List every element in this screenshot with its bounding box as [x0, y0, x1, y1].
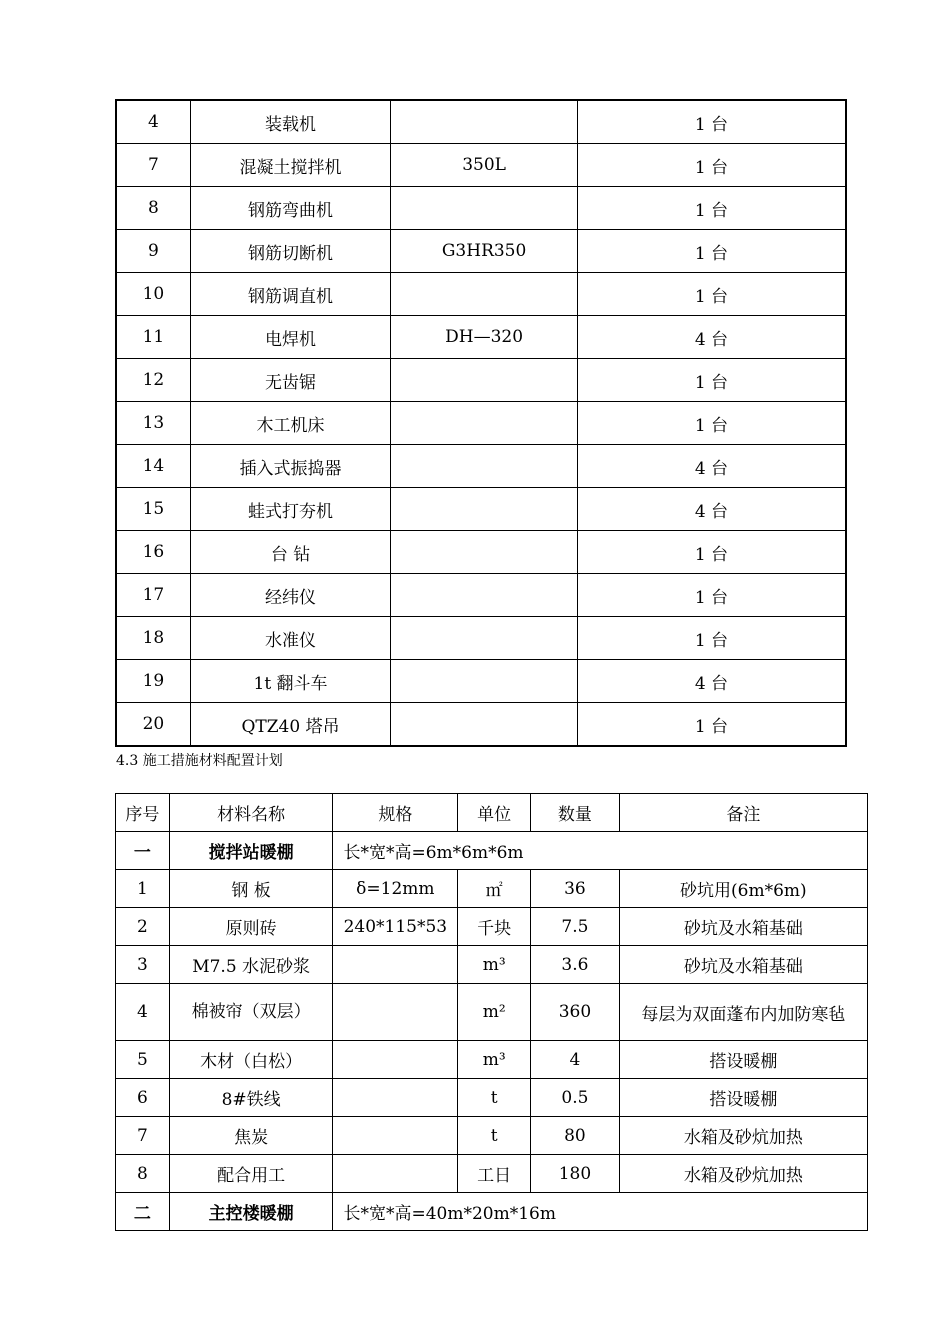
- equipment-name: QTZ40 塔吊: [190, 703, 390, 747]
- material-spec: [333, 946, 458, 984]
- equipment-quantity: 1 台: [577, 187, 846, 230]
- equipment-number: 13: [116, 402, 190, 445]
- material-name: M7.5 水泥砂浆: [169, 946, 333, 984]
- material-quantity: 7.5: [531, 908, 620, 946]
- material-name: 钢 板: [169, 870, 333, 908]
- material-note: 每层为双面蓬布内加防寒毡: [619, 984, 867, 1041]
- equipment-name: 台 钻: [190, 531, 390, 574]
- header-cell-note: 备注: [619, 794, 867, 832]
- equipment-number: 12: [116, 359, 190, 402]
- material-spec: [333, 1079, 458, 1117]
- equipment-number: 18: [116, 617, 190, 660]
- material-row: [116, 1155, 868, 1193]
- material-number: 1: [116, 870, 170, 908]
- equipment-row: [116, 703, 846, 747]
- equipment-row: [116, 316, 846, 359]
- header-cell-no: 序号: [116, 794, 170, 832]
- material-unit: m³: [458, 1041, 531, 1079]
- material-note: 搭设暖棚: [619, 1041, 867, 1079]
- equipment-number: 11: [116, 316, 190, 359]
- equipment-quantity: 1 台: [577, 230, 846, 273]
- material-row: [116, 1117, 868, 1155]
- material-number: 2: [116, 908, 170, 946]
- equipment-number: 10: [116, 273, 190, 316]
- material-number: 8: [116, 1155, 170, 1193]
- material-note: 砂坑及水箱基础: [619, 946, 867, 984]
- material-note: 搭设暖棚: [619, 1079, 867, 1117]
- material-number: 4: [116, 984, 170, 1041]
- equipment-name: 1t 翻斗车: [190, 660, 390, 703]
- material-spec: [333, 1155, 458, 1193]
- material-unit: 千块: [458, 908, 531, 946]
- equipment-quantity: 1 台: [577, 144, 846, 187]
- group-dimensions: 长*宽*高=40m*20m*16m: [333, 1193, 868, 1231]
- equipment-row: [116, 100, 846, 144]
- group-number: 一: [116, 832, 170, 870]
- equipment-row: [116, 574, 846, 617]
- material-row: [116, 908, 868, 946]
- material-row: [116, 870, 868, 908]
- equipment-spec: 350L: [391, 144, 578, 187]
- group-dimensions: 长*宽*高=6m*6m*6m: [333, 832, 868, 870]
- equipment-spec: [391, 100, 578, 144]
- materials-header-row: [116, 794, 868, 832]
- equipment-row: [116, 402, 846, 445]
- materials-table-body: [116, 870, 868, 1193]
- equipment-spec: DH—320: [391, 316, 578, 359]
- equipment-name: 钢筋弯曲机: [190, 187, 390, 230]
- material-number: 3: [116, 946, 170, 984]
- equipment-number: 8: [116, 187, 190, 230]
- material-name: 棉被帘（双层）: [169, 984, 333, 1041]
- group-name: 主控楼暖棚: [169, 1193, 333, 1231]
- material-spec: 240*115*53: [333, 908, 458, 946]
- equipment-table-body: [116, 100, 846, 746]
- equipment-name: 钢筋调直机: [190, 273, 390, 316]
- material-quantity: 36: [531, 870, 620, 908]
- equipment-number: 16: [116, 531, 190, 574]
- equipment-row: [116, 660, 846, 703]
- material-unit: t: [458, 1117, 531, 1155]
- equipment-name: 钢筋切断机: [190, 230, 390, 273]
- equipment-number: 4: [116, 100, 190, 144]
- group-number: 二: [116, 1193, 170, 1231]
- equipment-row: [116, 187, 846, 230]
- equipment-row: [116, 359, 846, 402]
- header-cell-qty: 数量: [531, 794, 620, 832]
- equipment-name: 混凝土搅拌机: [190, 144, 390, 187]
- material-number: 7: [116, 1117, 170, 1155]
- header-cell-spec: 规格: [333, 794, 458, 832]
- equipment-spec: [391, 359, 578, 402]
- equipment-quantity: 1 台: [577, 100, 846, 144]
- equipment-number: 17: [116, 574, 190, 617]
- equipment-row: [116, 230, 846, 273]
- group-row-main-control-building: [116, 1193, 868, 1231]
- equipment-spec: [391, 402, 578, 445]
- material-quantity: 0.5: [531, 1079, 620, 1117]
- equipment-name: 木工机床: [190, 402, 390, 445]
- equipment-spec: [391, 273, 578, 316]
- equipment-row: [116, 445, 846, 488]
- equipment-quantity: 4 台: [577, 660, 846, 703]
- equipment-quantity: 1 台: [577, 359, 846, 402]
- material-number: 6: [116, 1079, 170, 1117]
- equipment-row: [116, 617, 846, 660]
- material-unit: m³: [458, 946, 531, 984]
- header-cell-name: 材料名称: [169, 794, 333, 832]
- equipment-number: 7: [116, 144, 190, 187]
- material-row: [116, 1079, 868, 1117]
- equipment-number: 19: [116, 660, 190, 703]
- equipment-row: [116, 144, 846, 187]
- material-row: [116, 1041, 868, 1079]
- material-row: [116, 984, 868, 1041]
- equipment-name: 装载机: [190, 100, 390, 144]
- material-row: [116, 946, 868, 984]
- equipment-quantity: 1 台: [577, 531, 846, 574]
- equipment-spec: [391, 531, 578, 574]
- material-note: 砂坑及水箱基础: [619, 908, 867, 946]
- equipment-quantity: 1 台: [577, 574, 846, 617]
- equipment-name: 电焊机: [190, 316, 390, 359]
- material-quantity: 4: [531, 1041, 620, 1079]
- material-note: 水箱及砂炕加热: [619, 1117, 867, 1155]
- equipment-number: 15: [116, 488, 190, 531]
- equipment-table: [115, 99, 847, 747]
- material-note: 砂坑用(6m*6m): [619, 870, 867, 908]
- equipment-spec: [391, 445, 578, 488]
- equipment-spec: [391, 660, 578, 703]
- equipment-row: [116, 273, 846, 316]
- material-unit: ㎡: [458, 870, 531, 908]
- material-name: 配合用工: [169, 1155, 333, 1193]
- equipment-quantity: 1 台: [577, 273, 846, 316]
- materials-table: [115, 793, 868, 1231]
- material-quantity: 80: [531, 1117, 620, 1155]
- equipment-quantity: 4 台: [577, 445, 846, 488]
- equipment-number: 14: [116, 445, 190, 488]
- header-cell-unit: 单位: [458, 794, 531, 832]
- equipment-quantity: 1 台: [577, 703, 846, 747]
- material-name: 原则砖: [169, 908, 333, 946]
- equipment-row: [116, 531, 846, 574]
- equipment-name: 水准仪: [190, 617, 390, 660]
- equipment-quantity: 4 台: [577, 488, 846, 531]
- material-quantity: 180: [531, 1155, 620, 1193]
- equipment-quantity: 1 台: [577, 402, 846, 445]
- material-note: 水箱及砂炕加热: [619, 1155, 867, 1193]
- equipment-number: 20: [116, 703, 190, 747]
- equipment-spec: [391, 703, 578, 747]
- group-name: 搅拌站暖棚: [169, 832, 333, 870]
- equipment-spec: G3HR350: [391, 230, 578, 273]
- material-name: 木材（白松）: [169, 1041, 333, 1079]
- material-spec: [333, 1117, 458, 1155]
- equipment-number: 9: [116, 230, 190, 273]
- material-quantity: 3.6: [531, 946, 620, 984]
- material-spec: δ=12mm: [333, 870, 458, 908]
- equipment-spec: [391, 617, 578, 660]
- equipment-name: 无齿锯: [190, 359, 390, 402]
- material-spec: [333, 984, 458, 1041]
- section-heading: 4.3 施工措施材料配置计划: [116, 753, 283, 769]
- material-name: 8#铁线: [169, 1079, 333, 1117]
- material-unit: m²: [458, 984, 531, 1041]
- equipment-quantity: 4 台: [577, 316, 846, 359]
- material-quantity: 360: [531, 984, 620, 1041]
- equipment-spec: [391, 574, 578, 617]
- material-unit: 工日: [458, 1155, 531, 1193]
- equipment-spec: [391, 488, 578, 531]
- material-number: 5: [116, 1041, 170, 1079]
- equipment-name: 蛙式打夯机: [190, 488, 390, 531]
- equipment-name: 经纬仪: [190, 574, 390, 617]
- material-spec: [333, 1041, 458, 1079]
- material-name: 焦炭: [169, 1117, 333, 1155]
- equipment-spec: [391, 187, 578, 230]
- group-row-mixing-station: [116, 832, 868, 870]
- material-unit: t: [458, 1079, 531, 1117]
- equipment-row: [116, 488, 846, 531]
- equipment-name: 插入式振捣器: [190, 445, 390, 488]
- equipment-quantity: 1 台: [577, 617, 846, 660]
